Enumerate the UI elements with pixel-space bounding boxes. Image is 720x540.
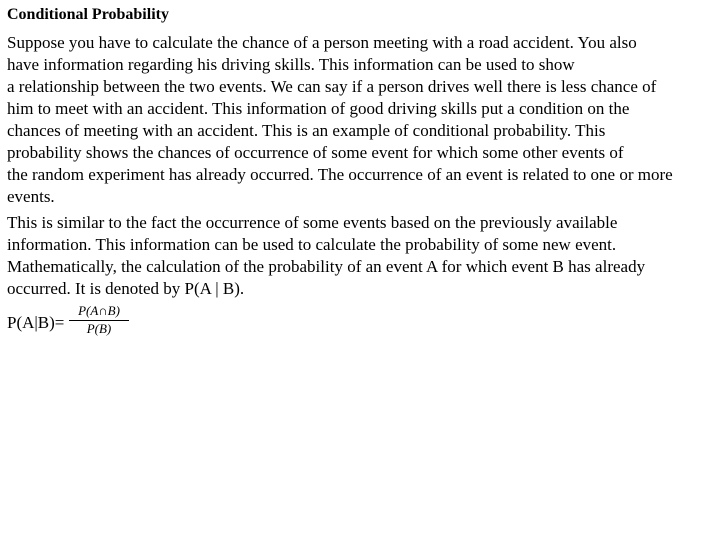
paragraph-line: chances of meeting with an accident. This is an example of conditional probability. This (7, 121, 606, 140)
paragraph-line: information. This information can be used to calculate the probability of some new event. (7, 235, 617, 254)
fraction-denominator: P(B) (86, 321, 112, 336)
fraction-numerator: P(A∩B) (78, 303, 120, 318)
paragraph-line: a relationship between the two events. We can say if a person drives well there is less chance of (7, 77, 657, 96)
paragraph-definition (7, 212, 719, 300)
paragraph-line: Suppose you have to calculate the chance of a person meeting with a road accident. You also (7, 33, 637, 52)
paragraph-line: events. (7, 187, 55, 206)
paragraph-line: This is similar to the fact the occurrence of some events based on the previously available (7, 213, 618, 232)
paragraph-line: probability shows the chances of occurrence of some event for which some other events of (7, 143, 624, 162)
paragraph-line: have information regarding his driving skills. This information can be used to show (7, 55, 575, 74)
paragraph-line: Mathematically, the calculation of the probability of an event A for which event B has already (7, 257, 646, 276)
conditional-probability-formula (7, 304, 719, 344)
formula-fraction (69, 304, 129, 336)
document-page (7, 4, 719, 344)
page-title: Conditional Probability (7, 6, 169, 23)
paragraph-intro (7, 32, 719, 208)
paragraph-line: the random experiment has already occurred. The occurrence of an event is related to one or more (7, 165, 673, 184)
paragraph-line: occurred. It is denoted by P(A | B). (7, 279, 245, 298)
formula-lhs: P(A|B)= (7, 313, 65, 332)
paragraph-line: him to meet with an accident. This information of good driving skills put a condition on the (7, 99, 630, 118)
